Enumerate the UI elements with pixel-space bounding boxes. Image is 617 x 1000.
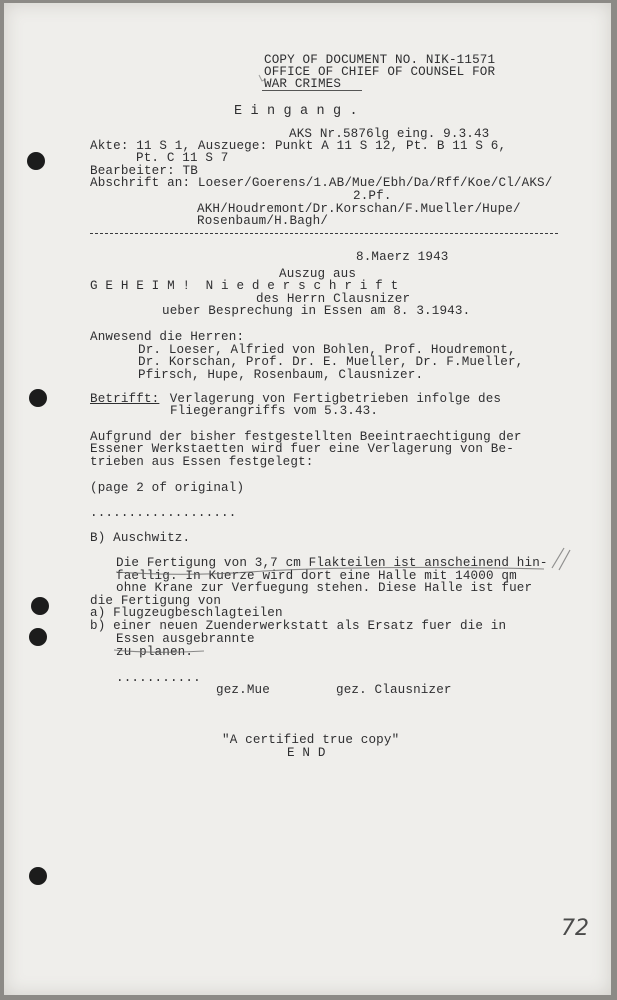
section-line: ohne Krane zur Verfuegung stehen. Diese Halle ist fuer <box>116 581 533 595</box>
certified-copy: "A certified true copy" <box>222 733 400 747</box>
section-heading: B) Auschwitz. <box>90 531 191 545</box>
subject-label: Betrifft: <box>90 392 160 406</box>
title-herrn: des Herrn Clausnizer <box>256 292 411 306</box>
section-line: zu planen. <box>116 645 194 659</box>
subject-text-2: Fliegerangriffs vom 5.3.43. <box>170 404 379 418</box>
signature-clausnizer: gez. Clausnizer <box>336 683 452 697</box>
title-auszug: Auszug aus <box>279 267 357 281</box>
bearbeiter-line: Bearbeiter: TB <box>90 164 198 178</box>
akte-line-2: Pt. C 11 S 7 <box>136 151 229 165</box>
akte-line: Akte: 11 S 1, Auszuege: Punkt A 11 S 12, Pt. B 11 S 6, <box>90 139 507 153</box>
document-date: 8.Maerz 1943 <box>356 250 449 264</box>
abschrift-line: Abschrift an: Loeser/Goerens/1.AB/Mue/Ebh/Da/Rff/Koe/Cl/AKS/ <box>90 176 553 190</box>
section-line: die Fertigung von <box>90 594 222 608</box>
war-crimes-line: WAR CRIMES <box>264 77 342 91</box>
section-line: Essen ausgebrannte <box>116 632 255 646</box>
copy-document-number: COPY OF DOCUMENT NO. NIK-11571 <box>264 53 496 67</box>
abschrift-line-3: AKH/Houdremont/Dr.Korschan/F.Mueller/Hupe/ <box>197 202 521 216</box>
page-note: (page 2 of original) <box>90 481 245 495</box>
section-line: Die Fertigung von 3,7 cm Flakteilen ist anscheinend hin- <box>116 556 548 570</box>
attendees-line: Dr. Loeser, Alfried von Bohlen, Prof. Houdremont, <box>138 343 516 357</box>
title-besprechung: ueber Besprechung in Essen am 8. 3.1943. <box>162 304 471 318</box>
pencil-annotations <box>4 3 611 995</box>
eingang-stamp: E i n g a n g . <box>234 104 358 119</box>
body-line: trieben aus Essen festgelegt: <box>90 455 314 469</box>
dotted-separator: ................... <box>90 506 237 520</box>
document-page <box>4 3 611 995</box>
body-line: Essener Werkstaetten wird fuer eine Verlagerung von Be- <box>90 442 514 456</box>
abschrift-line-4: Rosenbaum/H.Bagh/ <box>197 214 329 228</box>
signature-mue: gez.Mue <box>216 683 270 697</box>
section-line: b) einer neuen Zuenderwerkstatt als Ersatz fuer die in <box>90 619 507 633</box>
title-geheim: G E H E I M ! N i e d e r s c h r i f t <box>90 279 399 293</box>
office-line: OFFICE OF CHIEF OF COUNSEL FOR <box>264 65 496 79</box>
subject-text: Verlagerung von Fertigbetrieben infolge des <box>162 392 502 406</box>
page-number: 72 <box>561 916 589 941</box>
section-line: faellig. In Kuerze wird dort eine Halle mit 14000 qm <box>116 569 517 583</box>
dotted-separator: ........... <box>116 671 201 685</box>
section-line: a) Flugzeugbeschlagteilen <box>90 606 283 620</box>
end-marker: E N D <box>287 746 326 760</box>
attendees-intro: Anwesend die Herren: <box>90 330 245 344</box>
attendees-line: Pfirsch, Hupe, Rosenbaum, Clausnizer. <box>138 368 424 382</box>
body-line: Aufgrund der bisher festgestellten Beeintraechtigung der <box>90 430 522 444</box>
aks-number: AKS Nr.5876lg eing. 9.3.43 <box>289 127 490 141</box>
abschrift-line-2: 2.Pf. <box>353 189 392 203</box>
attendees-line: Dr. Korschan, Prof. Dr. E. Mueller, Dr. F.Mueller, <box>138 355 524 369</box>
